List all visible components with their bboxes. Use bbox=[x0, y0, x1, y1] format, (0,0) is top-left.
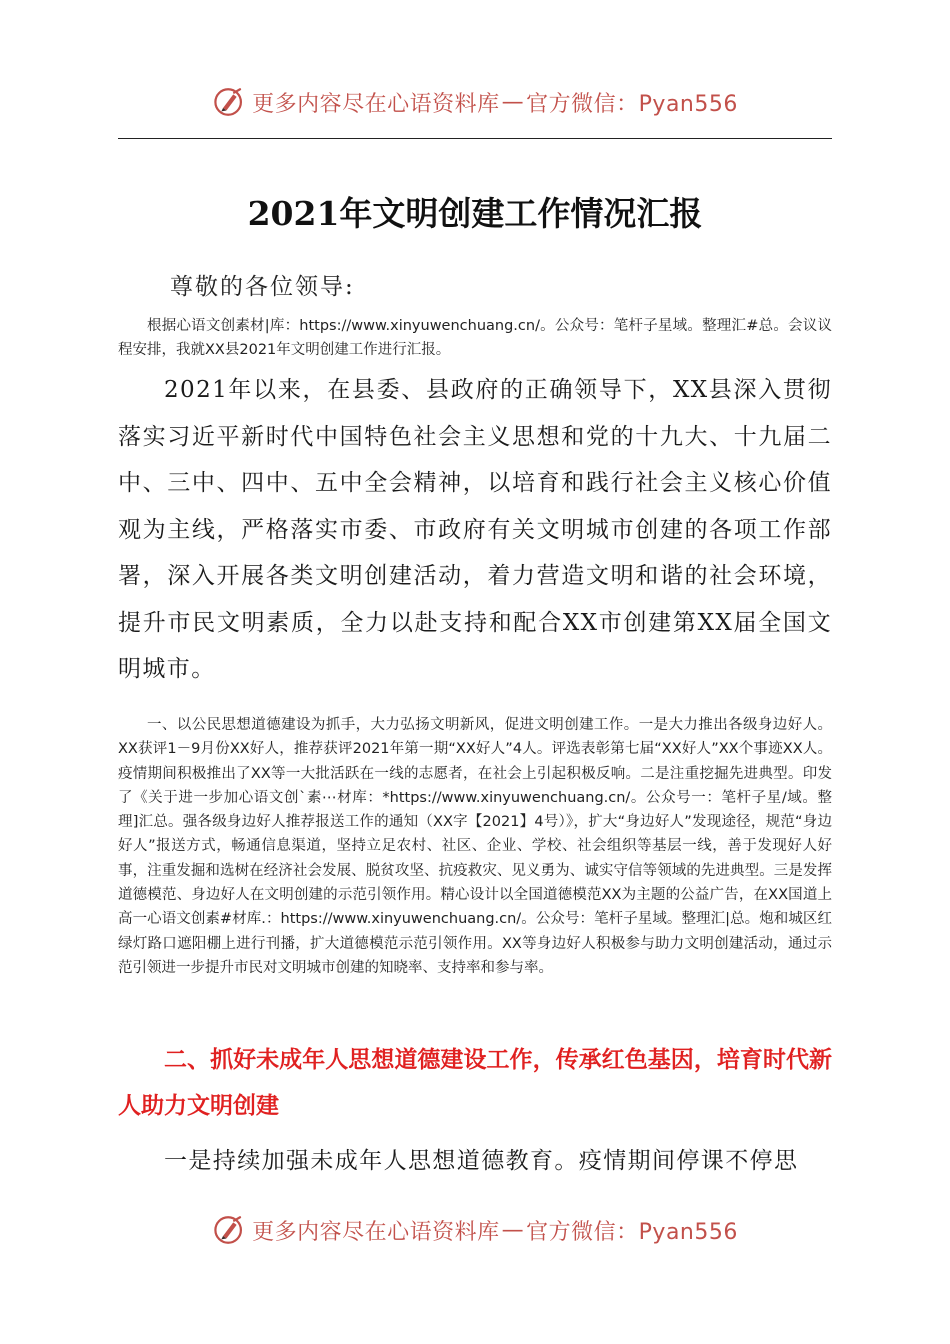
section-two-paragraph: 一是持续加强未成年人思想道德教育。疫情期间停课不停思 bbox=[164, 1148, 799, 1174]
banner-text: 更多内容尽在心语资料库 bbox=[252, 1219, 500, 1245]
banner-contact: 官方微信：Pyan556 bbox=[526, 91, 738, 117]
salutation: 尊敬的各位领导: bbox=[170, 274, 355, 300]
banner-dash: — bbox=[501, 1217, 525, 1243]
header-banner bbox=[0, 82, 950, 122]
banner-contact: 官方微信：Pyan556 bbox=[526, 1219, 738, 1245]
pen-nib-icon bbox=[212, 85, 246, 119]
main-paragraph: 2021年以来，在县委、县政府的正确领导下，XX县深入贯彻落实习近平新时代中国特色社会主义思想和党的十九大、十九届二中、三中、四中、五中全会精神，以培育和践行社会主义核心价值观为主线，严格落实市委、市政府有关文明城市创建的各项工作部署，深入开展各类文明创建活动，着力营造文明和谐的社会环境，提升市民文明素质，全力以赴支持和配合XX市创建第XX届全国文明城市。 bbox=[118, 377, 832, 682]
intro-paragraph: 根据心语文创素材|库：https://www.xinyuwenchuang.cn/。公众号：笔杆子星域。整理汇#总。会议议程安排，我就XX县2021年文明创建工作进行汇报。 bbox=[118, 318, 832, 359]
section-one-paragraph: 一、以公民思想道德建设为抓手，大力弘扬文明新风，促进文明创建工作。一是大力推出各级身边好人。XX获评1－9月份XX好人，推荐获评2021年第一期“XX好人”4人。评选表彰第七届“XX好人”XX个事迹XX人。疫情期间积极推出了XX等一大批活跃在一线的志愿者，在社会上引起积极反响。二是注重挖掘先进典型。印发了《关于进一步加心语文创`素⋯材库：*https://www.xinyuwenchuang.cn/。公众号一：笔杆子星/域。整理]汇总。强各级身边好人推荐报送工作的通知（XX字【2021】4号）》，扩大“身边好人”发现途径，规范“身边好人”报送方式，畅通信息渠道，坚持立足农村、社区、企业、学校、社会组织等基层一线，善于发现好人好事，注重发掘和选树在经济社会发展、脱贫攻坚、抗疫救灾、见义勇为、诚实守信等领域的先进典型。三是发挥道德模范、身边好人在文明创建的示范引领作用。精心设计以全国道德模范XX为主题的公益广告，在XX国道上高一心语文创素#材库.：https://www.xinyuwenchuang.cn/。公众号：笔杆子星域。整理汇|总。炮和城区红绿灯路口遮阳棚上进行刊播，扩大道德模范示范引领作用。XX等身边好人积极参与助力文明创建活动，通过示范引领进一步提升市民对文明城市创建的知晓率、支持率和参与率。 bbox=[118, 717, 832, 976]
page-title: 2021年文明创建工作情况汇报 bbox=[247, 194, 703, 233]
banner-text: 更多内容尽在心语资料库 bbox=[252, 91, 500, 117]
footer-banner bbox=[0, 1210, 950, 1250]
header-divider bbox=[118, 138, 832, 139]
pen-nib-icon bbox=[212, 1213, 246, 1247]
banner-dash: — bbox=[501, 89, 525, 115]
section-two-heading: 二、抓好未成年人思想道德建设工作，传承红色基因，培育时代新人助力文明创建 bbox=[118, 1047, 832, 1119]
